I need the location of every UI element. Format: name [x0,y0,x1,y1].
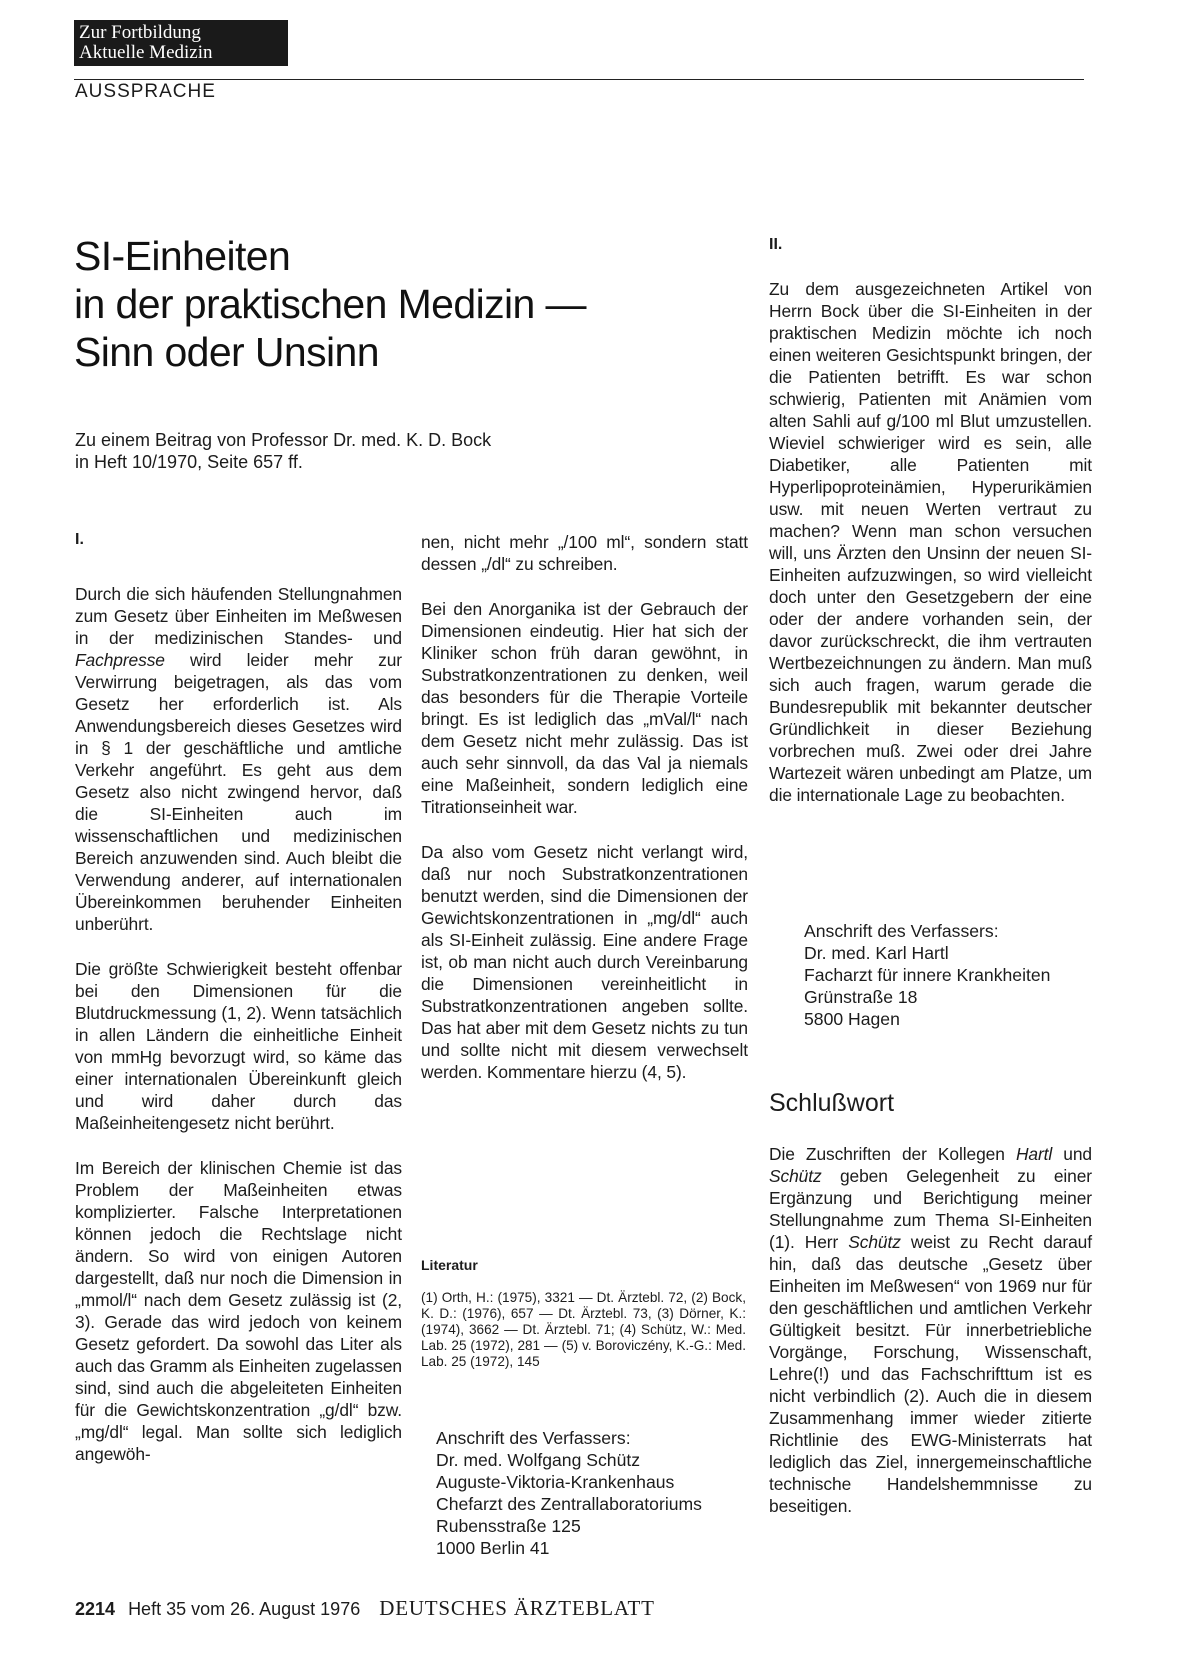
address-line: Anschrift des Verfassers: [804,921,999,941]
letter-2-column [769,278,1092,829]
letter-1-heading: I. [75,531,84,548]
page-footer [75,1596,655,1621]
reply-column [769,1143,1092,1540]
title-line-3: Sinn oder Unsinn [74,329,379,375]
author-name: Schütz [848,1232,901,1252]
issue-info: Heft 35 vom 26. August 1976 [128,1599,361,1619]
magazine-name: DEUTSCHES ÄRZTEBLATT [379,1596,655,1620]
letter-2-paragraph-1: Zu dem ausgezeichneten Artikel von Herrn Bock über die SI-Einheiten in der praktischen Medizin möchte ich noch einen weiteren Gesichtspunkt bringen, der die Patienten betrifft. Es war schon schwierig, Patienten mit Anämien vom alten Sahli auf g/100 ml Blut umzustellen. Wieviel schwieriger wird es sein, alle Diabetiker, alle Patienten mit Hyperlipoproteinämien, Hyperurikämien usw. mit neuen Werten vertraut zu machen? Wenn man schon versuchen will, uns Ärzten den Unsinn der neuen SI-Einheiten aufzuzwingen, so wird vielleicht doch unter den Gesetzgebern der eine oder der andere vorhanden sein, der davor zurückschreckt, die ihm vertrauten Wertbezeichnungen zu ändern. Man muß sich auch fragen, warum gerade die Bundesrepublik mit bekannter deutscher Gründlichkeit in dieser Beziehung vorbrechen muß. Zwei oder drei Jahre Wartezeit wären unbedingt am Platze, um die internationale Lage zu beobachten. [769,279,1092,805]
address-line: Grünstraße 18 [804,987,918,1007]
letter-1-paragraph-2: Die größte Schwierigkeit besteht offenbar bei den Dimensionen für die Blutdruckmessung (1, 2). Wenn tatsächlich in allen Ländern die einheitliche Einheit von mmHg bevorzugt wird, so käme das einer internationalen Übereinkunft gleich und wird daher durch das Maßeinheitengesetz nicht berührt. [75,959,402,1133]
section-label: AUSSPRACHE [75,81,216,102]
literature-list: (1) Orth, H.: (1975), 3321 — Dt. Ärztebl. 72, (2) Bock, K. D.: (1976), 657 — Dt. Ärztebl. 73, (3) Dörner, K.: (1974), 3662 — Dt. Ärztebl. 71; (4) Schütz, W.: Med. Lab. 25 (1972), 281 — (5) v. Boroviczény, K.-G.: Med. Lab. 25 (1972), 145 [421,1290,746,1369]
address-line: 5800 Hagen [804,1009,900,1029]
emphasis-text: Fachpresse [75,650,165,670]
letter-2-heading: II. [769,236,783,253]
author-name: Schütz [769,1166,822,1186]
letter-1-paragraph-5: Da also vom Gesetz nicht verlangt wird, daß nur noch Substratkonzentrationen benutzt werden, sind die Dimensionen der Gewichtskonzentrationen in „mg/dl“ auch als SI-Einheit zulässig. Eine andere Frage ist, ob man nicht auch durch Vereinbarung die Dimensionen vereinheitlicht in Substratkonzentrationen angeben sollte. Das hat aber mit dem Gesetz nichts zu tun und sollte nicht mit diesem verwechselt werden. Kommentare hierzu (4, 5). [421,842,748,1082]
address-line: Auguste-Viktoria-Krankenhaus [436,1472,675,1492]
article-subtitle [75,429,595,473]
paragraph-text: weist zu Recht darauf hin, daß das deutsche „Gesetz über Einheiten im Meßwesen“ von 1969 nur für den geschäftlichen und amtlichen Verkehr Gültigkeit besitzt. Für innerbetriebliche Vorgänge, Forschung, Wissenschaft, Lehre(!) und das Fachschrifttum ist es nicht verbindlich (2). Auch die in diesem Zusammenhang immer wieder zitierte Richtlinie des EWG-Ministerrats hat lediglich das Ziel, innergemeinschaftliche technische Handelshemmnisse zu beseitigen. [769,1232,1092,1516]
subtitle-line-2: in Heft 10/1970, Seite 657 ff. [75,452,303,472]
title-line-1: SI-Einheiten [74,233,291,279]
paragraph-text: Die Zuschriften der Kollegen [769,1144,1016,1164]
address-line: Facharzt für innere Krankheiten [804,965,1051,985]
paragraph-text: und [1052,1144,1092,1164]
article-title [74,232,694,376]
address-line: Anschrift des Verfassers: [436,1428,631,1448]
page-number: 2214 [75,1599,116,1619]
letter-1-paragraph-4: Bei den Anorganika ist der Gebrauch der Dimensionen eindeutig. Hier hat sich der Kliniker schon früh daran gewöhnt, in Substratkonzentrationen zu denken, weil das besonders für die Therapie Vorteile bringt. Es ist lediglich das „mVal/l“ nach dem Gesetz nicht mehr zulässig. Das ist auch sehr sinnvoll, da das Val ja niemals eine Maßeinheit, sondern lediglich eine Titrationseinheit war. [421,599,748,817]
header-rule [74,79,1084,80]
literature-heading: Literatur [421,1257,478,1273]
subtitle-line-1: Zu einem Beitrag von Professor Dr. med. K. D. Bock [75,430,492,450]
address-line: Dr. med. Karl Hartl [804,943,949,963]
letter-1-paragraph-1 [75,583,402,935]
paragraph-text: Durch die sich häufenden Stellungnahmen zum Gesetz über Einheiten im Meßwesen in der medizinischen Standes- und [75,584,402,648]
title-line-2: in der praktischen Medizin — [74,281,586,327]
letter-1-column-1 [75,583,402,1488]
reply-paragraph-1 [769,1143,1092,1517]
letter-2-author-address [804,920,1050,1030]
address-line: 1000 Berlin 41 [436,1538,550,1558]
rubric-line-1: Zur Fortbildung [79,22,201,43]
paragraph-text: wird leider mehr zur Verwirrung beigetragen, als das vom Gesetz her erforderlich ist. Als Anwendungsbereich dieses Gesetzes wird in § 1 der geschäftliche und amtliche Verkehr angeführt. Es geht aus dem Gesetz also nicht zwingend hervor, daß die SI-Einheiten auch im wissenschaftlichen und medizinischen Bereich anzuwenden sind. Auch bleibt die Verwendung anderer, auf internationalen Übereinkommen beruhender Einheiten unberührt. [75,650,402,934]
letter-1-author-address [436,1427,702,1559]
address-line: Rubensstraße 125 [436,1516,581,1536]
address-line: Dr. med. Wolfgang Schütz [436,1450,641,1470]
paragraph-text: geben Gelegenheit zu einer Ergänzung und Berichtigung meiner Stellungnahme zum Thema SI-Einheiten (1). Herr [769,1166,1092,1252]
address-line: Chefarzt des Zentrallaboratoriums [436,1494,702,1514]
reply-heading: Schlußwort [769,1089,895,1117]
letter-1-paragraph-3: Im Bereich der klinischen Chemie ist das Problem der Maßeinheiten etwas komplizierter. Falsche Interpretationen können jedoch die Rechtslage nicht ändern. So wird von einigen Autoren dargestellt, daß nur noch die Dimension in „mmol/l“ nach dem Gesetz zulässig ist (2, 3). Gerade das wird jedoch von keinem Gesetz gefordert. Da sowohl das Liter als auch das Gramm als Einheiten zugelassen sind, sind auch die abgeleiteten Einheiten für die Gewichtskonzentration „g/dl“ bzw. „mg/dl“ legal. Man sollte sich lediglich angewöh- [75,1158,402,1464]
rubric-line-2: Aktuelle Medizin [79,42,213,63]
letter-1-paragraph-3-continued: nen, nicht mehr „/100 ml“, sondern statt dessen „/dl“ zu schreiben. [421,532,748,574]
author-name: Hartl [1015,1144,1053,1164]
section-rubric [74,20,288,66]
letter-1-column-2 [421,531,748,1106]
